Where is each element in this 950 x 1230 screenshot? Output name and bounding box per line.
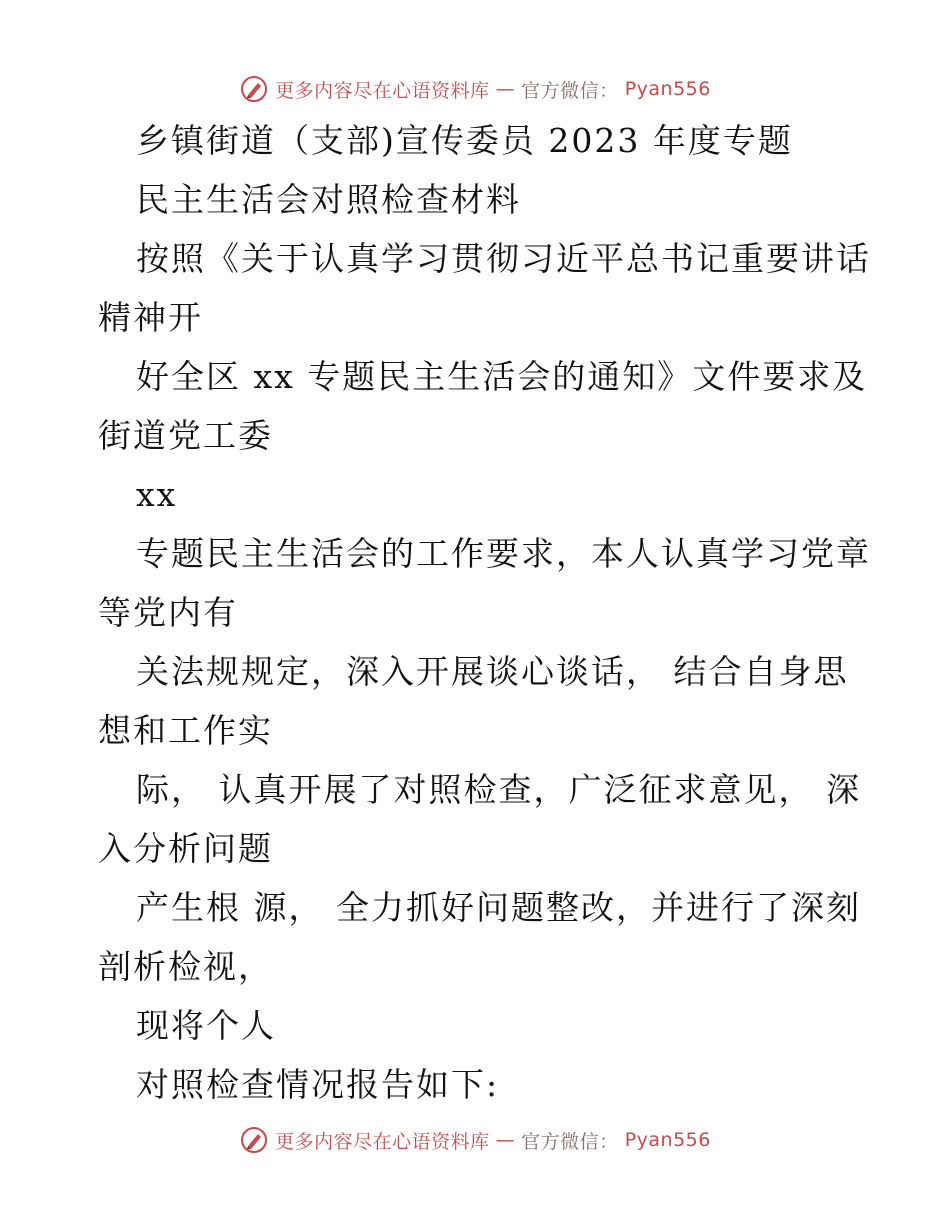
watermark-prefix: 更多内容尽在心语资料库 bbox=[275, 79, 490, 102]
doc-line: 产生根 源， 全力抓好问题整改，并进行了深刻 bbox=[136, 888, 861, 927]
pen-logo-icon bbox=[239, 74, 269, 104]
doc-line: 际， 认真开展了对照检查，广泛征求意见， 深 bbox=[136, 770, 861, 809]
pen-logo-icon bbox=[239, 1125, 269, 1155]
watermark-footer bbox=[0, 1125, 950, 1155]
doc-line: 等党内有 bbox=[98, 593, 238, 632]
doc-line: 按照《关于认真学习贯彻习近平总书记重要讲话 bbox=[136, 239, 871, 278]
watermark-middle: 官方微信： bbox=[521, 79, 619, 102]
doc-title-line-1: 乡镇街道（支部)宣传委员 2023 年度专题 bbox=[136, 121, 793, 160]
doc-title-line-2: 民主生活会对照检查材料 bbox=[136, 180, 521, 219]
doc-line: 专题民主生活会的工作要求，本人认真学习党章 bbox=[136, 534, 871, 573]
doc-line: 入分析问题 bbox=[98, 829, 273, 868]
watermark-header bbox=[0, 74, 950, 104]
watermark-dash: — bbox=[495, 78, 516, 100]
watermark-handle: Pyan556 bbox=[624, 78, 711, 100]
doc-line: 好全区 xx 专题民主生活会的通知》文件要求及 bbox=[136, 357, 868, 396]
watermark-dash: — bbox=[495, 1129, 516, 1151]
watermark-prefix: 更多内容尽在心语资料库 bbox=[275, 1130, 490, 1153]
doc-line: 想和工作实 bbox=[98, 711, 273, 750]
doc-line: 剖析检视， bbox=[98, 947, 273, 986]
watermark-handle: Pyan556 bbox=[624, 1129, 711, 1151]
doc-line: 现将个人 bbox=[136, 1006, 276, 1045]
doc-line: 对照检查情况报告如下: bbox=[136, 1065, 500, 1104]
watermark-middle: 官方微信： bbox=[521, 1130, 619, 1153]
doc-line: xx bbox=[136, 475, 178, 514]
doc-line: 街道党工委 bbox=[98, 416, 273, 455]
doc-line: 精神开 bbox=[98, 298, 203, 337]
document-body bbox=[98, 121, 871, 1127]
doc-line: 关法规规定，深入开展谈心谈话， 结合自身思 bbox=[136, 652, 849, 691]
